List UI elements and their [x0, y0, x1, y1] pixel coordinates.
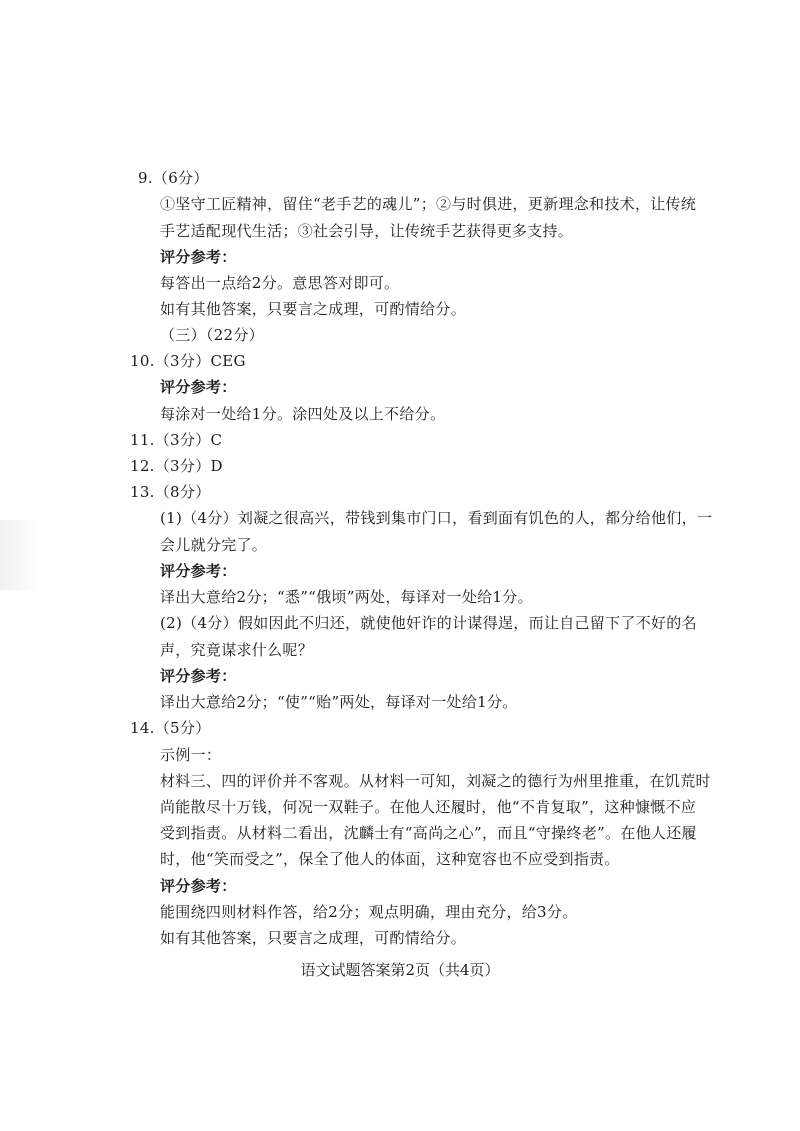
- q14-ref-line2: 如有其他答案，只要言之成理，可酌情给分。: [160, 929, 467, 947]
- q14-answer-line4: 时，他“笑而受之”，保全了他人的体面，这种宽容也不应受到指责。: [160, 850, 620, 868]
- q13-part1-line2: 会儿就分完了。: [160, 536, 268, 554]
- q13-part1-ref-label: 评分参考：: [160, 562, 237, 580]
- q9-ref-line2: 如有其他答案，只要言之成理，可酌情给分。: [160, 300, 467, 318]
- q9-header: 9.（6分）: [138, 169, 209, 187]
- q14-answer-line2: 尚能散尽十万钱，何况一双鞋子。在他人还履时，他“不肯复取”，这种慷慨不应: [160, 798, 697, 816]
- page-footer: 语文试题答案第2页（共4页）: [300, 961, 500, 979]
- q13-header: 13.（8分）: [130, 483, 211, 501]
- q13-part2-ref-line1: 译出大意给2分；“使”“贻”两处，每译对一处给1分。: [160, 693, 518, 711]
- q10-ref-line1: 每涂对一处给1分。涂四处及以上不给分。: [160, 405, 446, 423]
- q14-example-label: 示例一：: [160, 746, 222, 764]
- q9-ref-line1: 每答出一点给2分。意思答对即可。: [160, 274, 400, 292]
- q14-ref-label: 评分参考：: [160, 877, 237, 895]
- q14-ref-line1: 能围绕四则材料作答，给2分；观点明确，理由充分，给3分。: [160, 903, 578, 921]
- q9-ref-label: 评分参考：: [160, 248, 237, 266]
- q9-answer-line1: ①坚守工匠精神，留住“老手艺的魂儿”；②与时俱进，更新理念和技术，让传统: [160, 195, 697, 213]
- q10-ref-label: 评分参考：: [160, 378, 237, 396]
- q9-answer-line2: 手艺适配现代生活；③社会引导，让传统手艺获得更多支持。: [160, 222, 574, 240]
- q12-header: 12.（3分）D: [130, 457, 223, 475]
- q14-answer-line1: 材料三、四的评价并不客观。从材料一可知，刘凝之的德行为州里推重，在饥荒时: [160, 772, 711, 790]
- q13-part1-line1: (1)（4分）刘凝之很高兴，带钱到集市门口，看到面有饥色的人，都分给他们，一: [160, 509, 713, 527]
- q13-part2-line1: (2)（4分）假如因此不归还，就使他奸诈的计谋得逞，而让自己留下了不好的名: [160, 614, 697, 632]
- q14-answer-line3: 受到指责。从材料二看出，沈麟士有“高尚之心”，而且“守操终老”。在他人还履: [160, 824, 697, 842]
- section3-title: （三）（22分）: [160, 326, 264, 344]
- scan-edge-shadow: [0, 520, 40, 590]
- q10-header: 10.（3分）CEG: [130, 352, 246, 370]
- q11-header: 11.（3分）C: [130, 431, 223, 449]
- q13-part1-ref-line1: 译出大意给2分；“悉”“俄顷”两处，每译对一处给1分。: [160, 588, 533, 606]
- q14-header: 14.（5分）: [130, 719, 211, 737]
- q13-part2-ref-label: 评分参考：: [160, 667, 237, 685]
- q13-part2-line2: 声，究竟谋求什么呢？: [160, 641, 314, 659]
